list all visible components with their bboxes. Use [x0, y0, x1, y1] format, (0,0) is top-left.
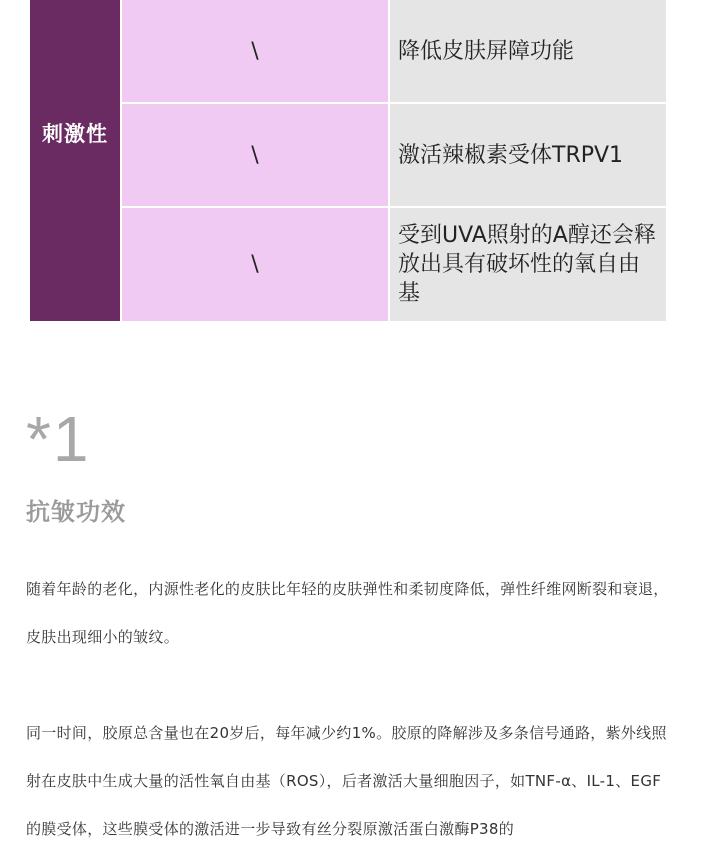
section-title: 抗皱功效 — [26, 498, 126, 526]
effect-text: 降低皮肤屏障功能 — [398, 38, 575, 64]
table-cell-effect — [390, 104, 666, 206]
effect-text: 受到UVA照射的A醇还会释放出具有破坏性的氧自由基 — [398, 223, 656, 306]
table-cell-mid: \ — [122, 104, 388, 206]
paragraph: 同一时间，胶原总含量也在20岁后，每年减少约1%。胶原的降解涉及多条信号通路，紫外线照射在皮肤中生成大量的活性氧自由基（ROS），后者激活大量细胞因子，如TNF-α、IL-1、EGF的膜受体，这些膜受体的激活进一步导致有丝分裂原激活蛋白激酶P38的 — [26, 724, 667, 838]
table-cell-mid: \ — [122, 0, 388, 102]
category-cell — [30, 0, 120, 321]
footnote-number: *1 — [26, 403, 91, 475]
table-cell-mid: \ — [122, 208, 388, 321]
comparison-table — [30, 0, 666, 321]
table-cell-effect — [390, 0, 666, 102]
table-row — [122, 0, 666, 102]
category-label: 刺激性 — [42, 122, 108, 146]
table-row — [122, 208, 666, 321]
table-row — [122, 104, 666, 206]
paragraph: 随着年龄的老化，内源性老化的皮肤比年轻的皮肤弹性和柔韧度降低，弹性纤维网断裂和衰退，皮肤出现细小的皱纹。 — [26, 580, 669, 646]
effect-text: 激活辣椒素受体TRPV1 — [398, 142, 624, 168]
table-cell-effect — [390, 208, 666, 321]
